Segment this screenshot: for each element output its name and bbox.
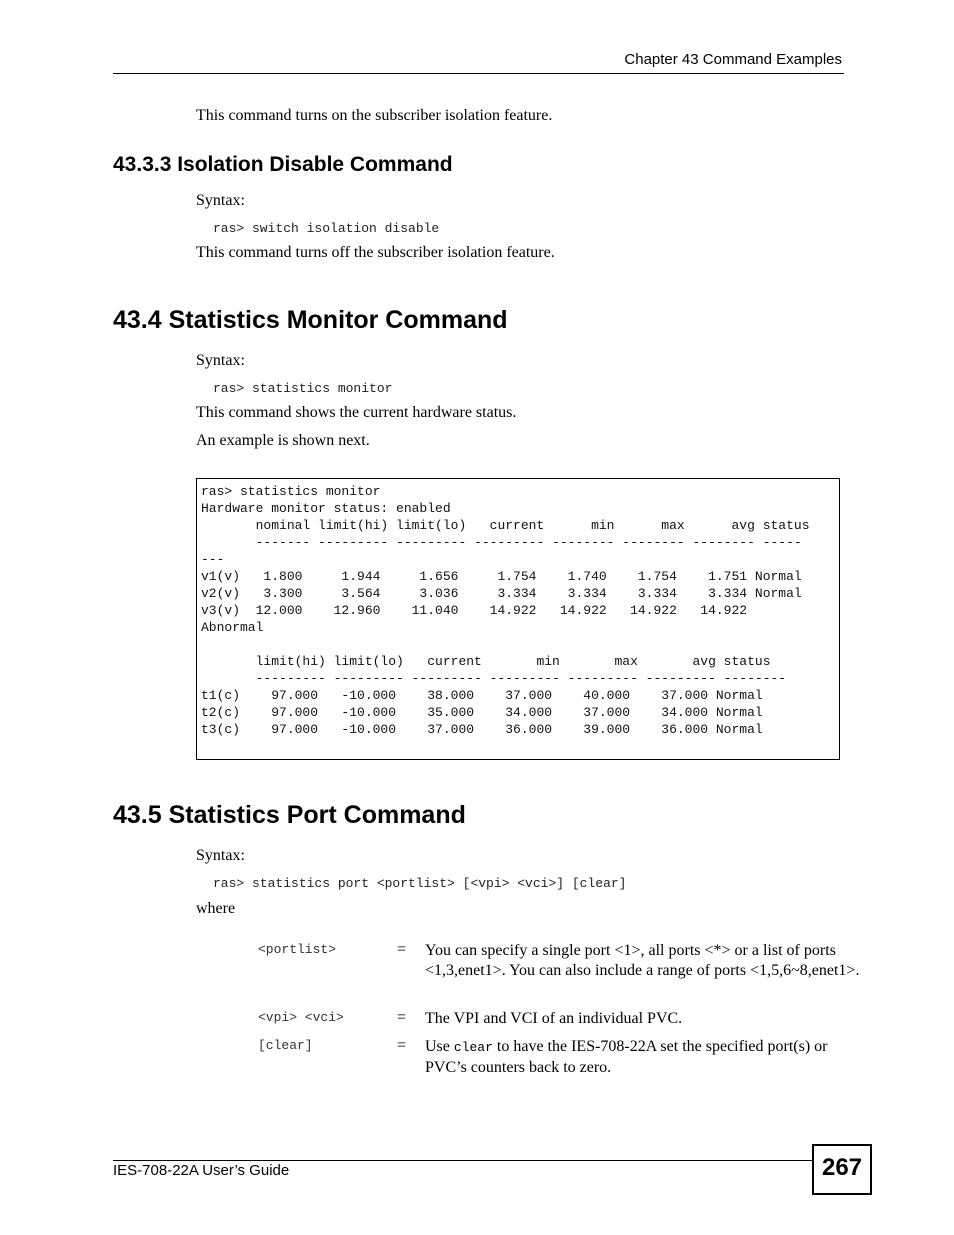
param-name-vpi-vci: <vpi> <vci> xyxy=(258,1010,344,1025)
command-syntax: ras> switch isolation disable xyxy=(213,221,440,236)
command-description: This command turns off the subscriber isolation feature. xyxy=(196,244,555,261)
section-heading-statistics-monitor: 43.4 Statistics Monitor Command xyxy=(113,306,508,334)
param-desc-clear-post: to have the IES-708-22A set the specified port(s) or PVC’s counters back to zero. xyxy=(425,1038,828,1076)
param-equals: = xyxy=(397,941,407,958)
example-output-text: ras> statistics monitor Hardware monitor status: enabled nominal limit(hi) limit(lo) current min max avg status ------- --------- --------- --------- -------- -------- -------- ----- --- v1(v) 1.800 1.944 1.656 1.754 1.740 1.754 1.751 Normal v2(v) 3.300 3.564 3.036 3.334 3.334 3.334 3.334 Normal v3(v) 12.000 12.960 11.040 14.922 14.922 14.922 14.922 Abnormal limit(hi) limit(lo) current min max avg status --------- --------- --------- --------- --------- --------- -------- t1(c) 97.000 -10.000 38.000 37.000 40.000 37.000 Normal t2(c) 97.000 -10.000 35.000 34.000 37.000 34.000 Normal t3(c) 97.000 -10.000 37.000 36.000 39.000 36.000 Normal xyxy=(201,484,810,737)
syntax-label: Syntax: xyxy=(196,847,245,864)
footer-divider xyxy=(113,1160,812,1161)
command-syntax: ras> statistics monitor xyxy=(213,381,393,396)
param-desc-clear-pre: Use xyxy=(425,1038,454,1055)
example-output-box xyxy=(196,478,840,760)
section-heading-statistics-port: 43.5 Statistics Port Command xyxy=(113,801,466,829)
param-desc-vpi-vci: The VPI and VCI of an individual PVC. xyxy=(425,1010,683,1027)
command-syntax: ras> statistics port <portlist> [<vpi> <vci>] [clear] xyxy=(213,876,627,891)
page-number: 267 xyxy=(821,1154,863,1181)
chapter-header: Chapter 43 Command Examples xyxy=(624,51,842,68)
section-heading-isolation-disable: 43.3.3 Isolation Disable Command xyxy=(113,153,453,176)
param-desc-clear-code: clear xyxy=(453,1040,493,1055)
param-equals: = xyxy=(397,1037,407,1054)
header-divider xyxy=(113,73,844,74)
command-description: This command shows the current hardware status. xyxy=(196,404,517,421)
page-number-box xyxy=(812,1144,872,1195)
param-desc-clear xyxy=(425,1037,865,1078)
param-equals: = xyxy=(397,1009,407,1026)
syntax-label: Syntax: xyxy=(196,352,245,369)
example-intro: An example is shown next. xyxy=(196,432,370,449)
where-label: where xyxy=(196,900,236,917)
param-name-portlist: <portlist> xyxy=(258,942,337,957)
param-name-clear: [clear] xyxy=(258,1038,313,1053)
param-desc-portlist: You can specify a single port <1>, all ports <*> or a list of ports <1,3,enet1>. You can also include a range of ports <1,5,6~8,enet1>. xyxy=(425,942,860,979)
syntax-label: Syntax: xyxy=(196,192,245,209)
intro-text: This command turns on the subscriber isolation feature. xyxy=(196,107,553,124)
footer-guide-title: IES-708-22A User’s Guide xyxy=(113,1162,290,1179)
